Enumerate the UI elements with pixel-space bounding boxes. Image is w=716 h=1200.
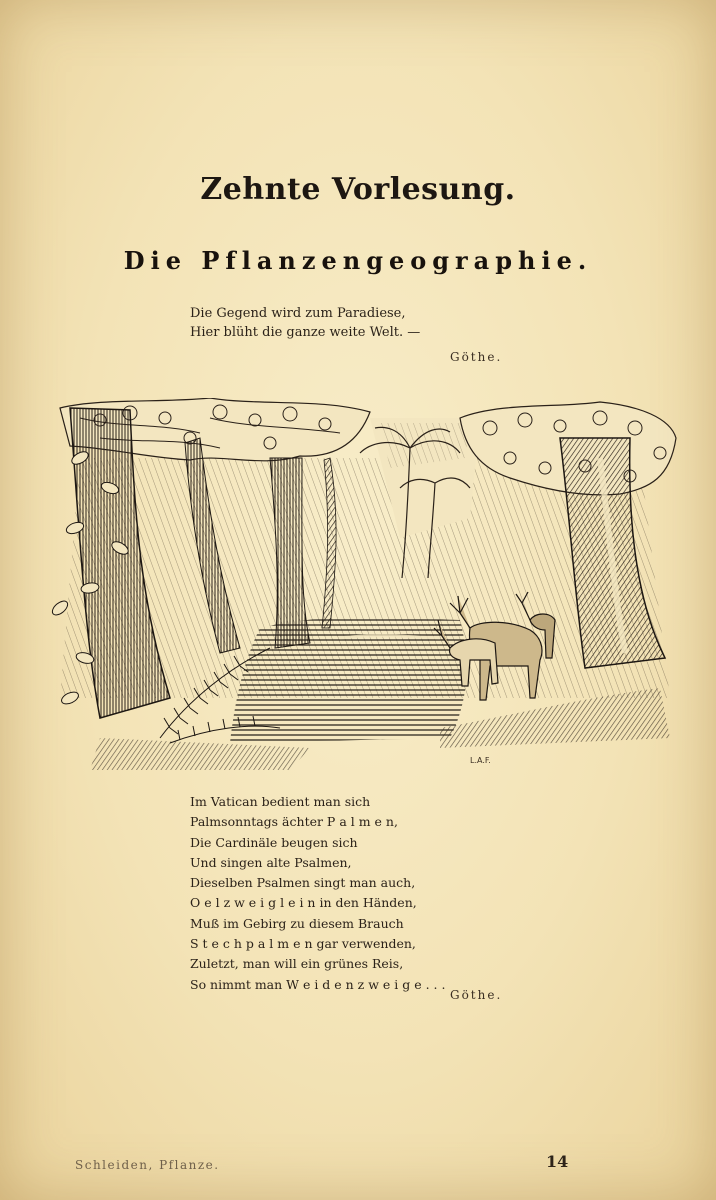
motto-line: Hier blüht die ganze weite Welt. — bbox=[190, 325, 421, 340]
poem-line: So nimmt man W e i d e n z w e i g e . . . bbox=[190, 976, 446, 992]
motto-line: Die Gegend wird zum Paradiese, bbox=[190, 306, 406, 321]
engraver-signature: L.A.F. bbox=[470, 756, 491, 765]
poem-line: Die Cardinäle beugen sich bbox=[190, 834, 358, 850]
poem-line: Im Vatican bedient man sich bbox=[190, 794, 371, 809]
poem-line: O e l z w e i g l e i n in den Händen, bbox=[190, 895, 417, 911]
poem-line: Palmsonntags ächter P a l m e n, bbox=[190, 814, 398, 830]
page-number: 14 bbox=[546, 1152, 569, 1171]
chapter-subtitle: Die Pflanzengeographie. bbox=[123, 246, 593, 275]
poem-line: Und singen alte Psalmen, bbox=[190, 854, 352, 870]
poem-line: Zuletzt, man will ein grünes Reis, bbox=[190, 956, 404, 972]
poem-line: Muß im Gebirg zu diesem Brauch bbox=[190, 915, 404, 931]
forest-engraving-illustration bbox=[40, 398, 678, 770]
poem-line: S t e c h p a l m e n gar verwenden, bbox=[190, 936, 416, 952]
poem-verse bbox=[190, 792, 490, 995]
footer-signature: Schleiden, Pflanze. bbox=[75, 1158, 220, 1172]
chapter-title: Zehnte Vorlesung. bbox=[200, 172, 516, 207]
motto-author: Göthe. bbox=[450, 350, 503, 364]
poem-line: Dieselben Psalmen singt man auch, bbox=[190, 875, 416, 891]
poem-author: Göthe. bbox=[450, 988, 503, 1002]
motto-verse bbox=[190, 304, 520, 342]
